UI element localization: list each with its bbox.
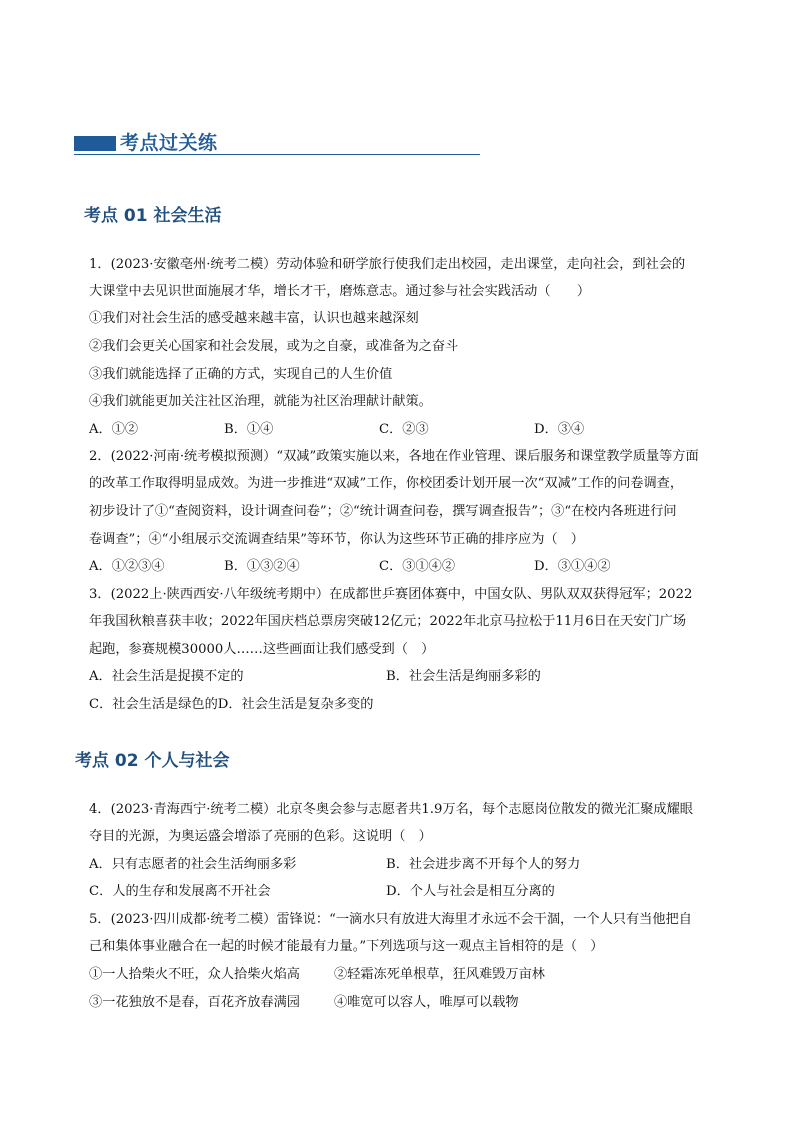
q1-option-c[interactable]: C．②③	[379, 422, 429, 437]
q1-statement: ②我们会更关心国家和社会发展，或为之自豪，或准备为之奋斗	[89, 339, 459, 354]
q5-line: 己和集体事业融合在一起的时候才能最有力量。”下列选项与这一观点主旨相符的是（ ）	[89, 939, 604, 954]
q2-option-d[interactable]: D．③①④②	[534, 559, 611, 574]
q5-statement-2: ②轻霜冻死单根草，狂风难毁万亩林	[334, 967, 545, 982]
banner-rule	[74, 154, 480, 155]
q3-line: 3．(2022上·陕西西安·八年级统考期中）在成都世乒赛团体赛中，中国女队、男队双双获得冠军；2022	[89, 587, 693, 602]
q4-line: 夺目的光源，为奥运盛会增添了亮丽的色彩。这说明（ ）	[89, 829, 432, 844]
q5-statement-1: ①一人拾柴火不旺，众人拾柴火焰高	[89, 967, 300, 982]
q4-line: 4．(2023·青海西宁·统考二模）北京冬奥会参与志愿者共1.9万名，每个志愿岗位散发的微光汇聚成耀眼	[89, 802, 693, 817]
q4-option-c[interactable]: C．人的生存和发展离不开社会	[89, 884, 271, 899]
q5-statement-3: ③一花独放不是春，百花齐放春满园	[89, 995, 300, 1010]
q3-option-cd[interactable]: C．社会生活是绿色的D．社会生活是复杂多变的	[89, 697, 374, 712]
q1-option-b[interactable]: B．①④	[224, 422, 274, 437]
q1-line: 1．(2023·安徽亳州·统考二模）劳动体验和研学旅行使我们走出校园，走出课堂，走向社会，到社会的	[89, 257, 686, 272]
q4-option-d[interactable]: D．个人与社会是相互分离的	[386, 884, 555, 899]
q5-statement-4: ④唯宽可以容人，唯厚可以载物	[334, 995, 519, 1010]
q2-line: 卷调查”；④“小组展示交流调查结果”等环节，你认为这些环节正确的排序应为（ ）	[89, 532, 584, 547]
q2-line: 的改革工作取得明显成效。为进一步推进“双减”工作，你校团委计划开展一次“双减”工作的问卷调查，	[89, 476, 684, 491]
q5-line: 5．(2023·四川成都·统考二模）雷锋说：“一滴水只有放进大海里才永远不会干涸，一个人只有当他把自	[89, 912, 692, 927]
q1-statement: ④我们就能更加关注社区治理，就能为社区治理献计献策。	[89, 394, 432, 409]
q2-option-b[interactable]: B．①③②④	[224, 559, 300, 574]
q3-option-a[interactable]: A．社会生活是捉摸不定的	[89, 669, 244, 684]
q3-option-b[interactable]: B．社会生活是绚丽多彩的	[386, 669, 541, 684]
q3-line: 起跑，参赛规模30000人……这些画面让我们感受到（ ）	[89, 642, 435, 657]
q2-option-a[interactable]: A．①②③④	[89, 559, 165, 574]
section-title-01: 考点 01 社会生活	[84, 206, 222, 226]
q4-option-a[interactable]: A．只有志愿者的社会生活绚丽多彩	[89, 857, 297, 872]
q1-line: 大课堂中去见识世面施展才华，增长才干，磨炼意志。通过参与社会实践活动（ ）	[89, 284, 591, 299]
section-title-02: 考点 02 个人与社会	[75, 751, 230, 771]
q2-option-c[interactable]: C．③①④②	[379, 559, 456, 574]
q2-line: 初步设计了①“查阅资料，设计调查问卷”；②“统计调查问卷，撰写调查报告”；③“在校内各班进行问	[89, 504, 677, 519]
q3-line: 年我国秋粮喜获丰收；2022年国庆档总票房突破12亿元；2022年北京马拉松于11月6日在天安门广场	[89, 614, 687, 629]
q2-line: 2．(2022·河南·统考模拟预测）“双减”政策实施以来，各地在作业管理、课后服务和课堂教学质量等方面	[89, 449, 699, 464]
q1-option-d[interactable]: D．③④	[534, 422, 585, 437]
section-banner	[74, 128, 480, 158]
q4-option-b[interactable]: B．社会进步离不开每个人的努力	[386, 857, 581, 872]
q1-option-a[interactable]: A．①②	[89, 422, 139, 437]
q1-statement: ①我们对社会生活的感受越来越丰富，认识也越来越深刻	[89, 311, 419, 326]
banner-block	[74, 136, 116, 151]
q1-statement: ③我们就能选择了正确的方式，实现自己的人生价值	[89, 367, 393, 382]
banner-title: 考点过关练	[120, 132, 218, 154]
